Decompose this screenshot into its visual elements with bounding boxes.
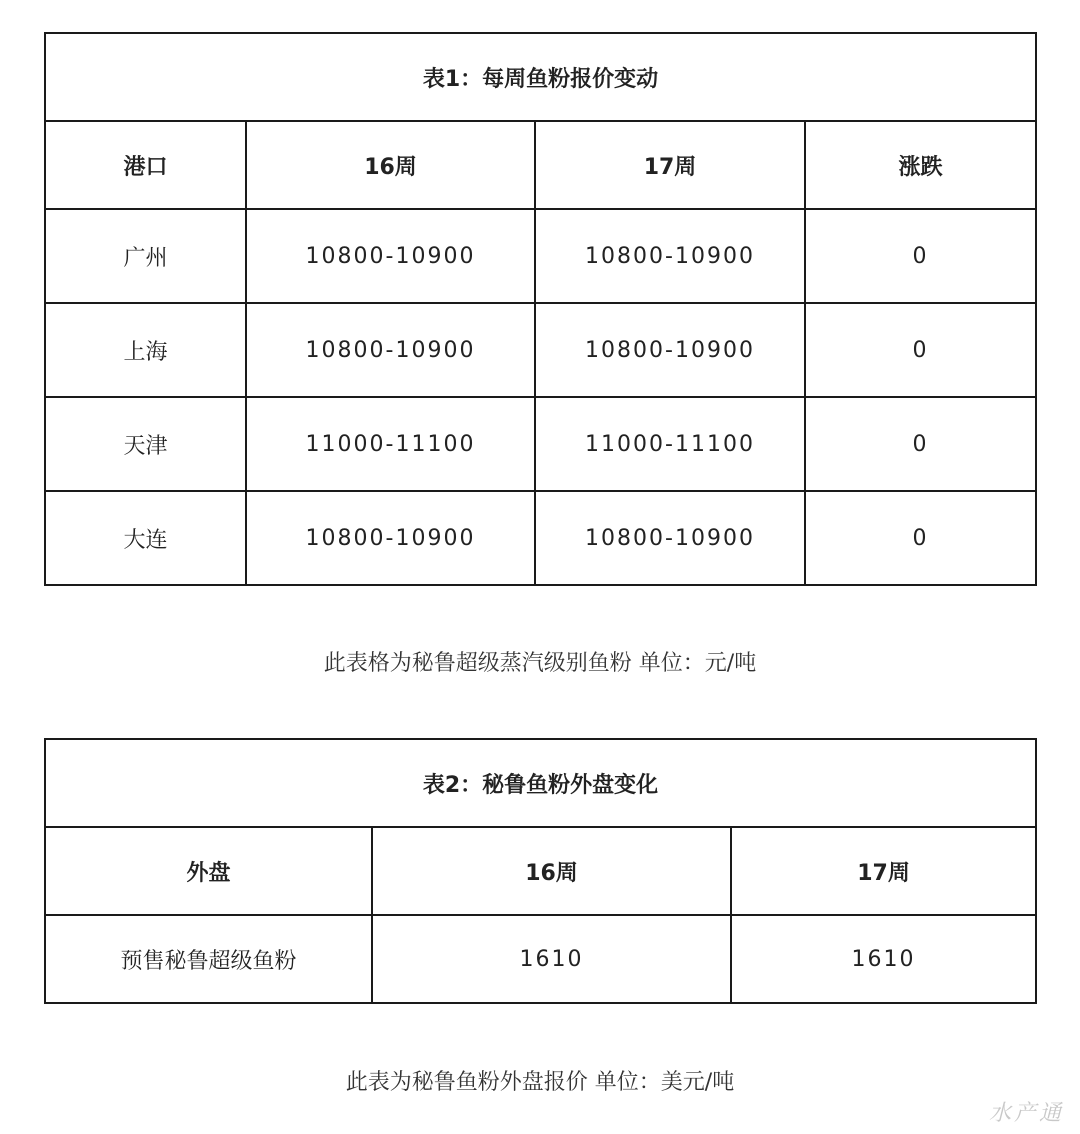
column-header-export: 外盘 (45, 827, 372, 915)
table2-caption: 此表为秘鲁鱼粉外盘报价 单位：美元/吨 (345, 1070, 735, 1095)
week16-price-cell: 11000-11100 (246, 397, 535, 491)
port-cell: 广州 (45, 209, 246, 303)
change-cell: 0 (805, 491, 1036, 585)
port-cell: 上海 (45, 303, 246, 397)
table-title: 表2：秘鲁鱼粉外盘变化 (45, 739, 1036, 827)
week17-price-cell: 10800-10900 (535, 303, 805, 397)
table-row (45, 303, 1036, 397)
week16-price-cell: 10800-10900 (246, 491, 535, 585)
column-header-week16: 16周 (372, 827, 731, 915)
port-cell: 天津 (45, 397, 246, 491)
fishmeal-price-table (44, 32, 1037, 586)
table-row (45, 915, 1036, 1003)
table-title: 表1：每周鱼粉报价变动 (45, 33, 1036, 121)
column-header-week16: 16周 (246, 121, 535, 209)
column-header-change: 涨跌 (805, 121, 1036, 209)
change-cell: 0 (805, 303, 1036, 397)
table-row (45, 397, 1036, 491)
change-cell: 0 (805, 209, 1036, 303)
week17-price-cell: 1610 (731, 915, 1036, 1003)
week16-price-cell: 10800-10900 (246, 209, 535, 303)
week17-price-cell: 11000-11100 (535, 397, 805, 491)
product-cell: 预售秘鲁超级鱼粉 (45, 915, 372, 1003)
column-header-week17: 17周 (535, 121, 805, 209)
table1-caption: 此表格为秘鲁超级蒸汽级别鱼粉 单位：元/吨 (323, 651, 757, 676)
week16-price-cell: 1610 (372, 915, 731, 1003)
column-header-port: 港口 (45, 121, 246, 209)
table-row (45, 491, 1036, 585)
table-row (45, 209, 1036, 303)
week17-price-cell: 10800-10900 (535, 491, 805, 585)
week16-price-cell: 10800-10900 (246, 303, 535, 397)
export-price-table (44, 738, 1037, 1004)
change-cell: 0 (805, 397, 1036, 491)
column-header-week17: 17周 (731, 827, 1036, 915)
week17-price-cell: 10800-10900 (535, 209, 805, 303)
port-cell: 大连 (45, 491, 246, 585)
watermark-logo: 水产通 (988, 1101, 1064, 1126)
